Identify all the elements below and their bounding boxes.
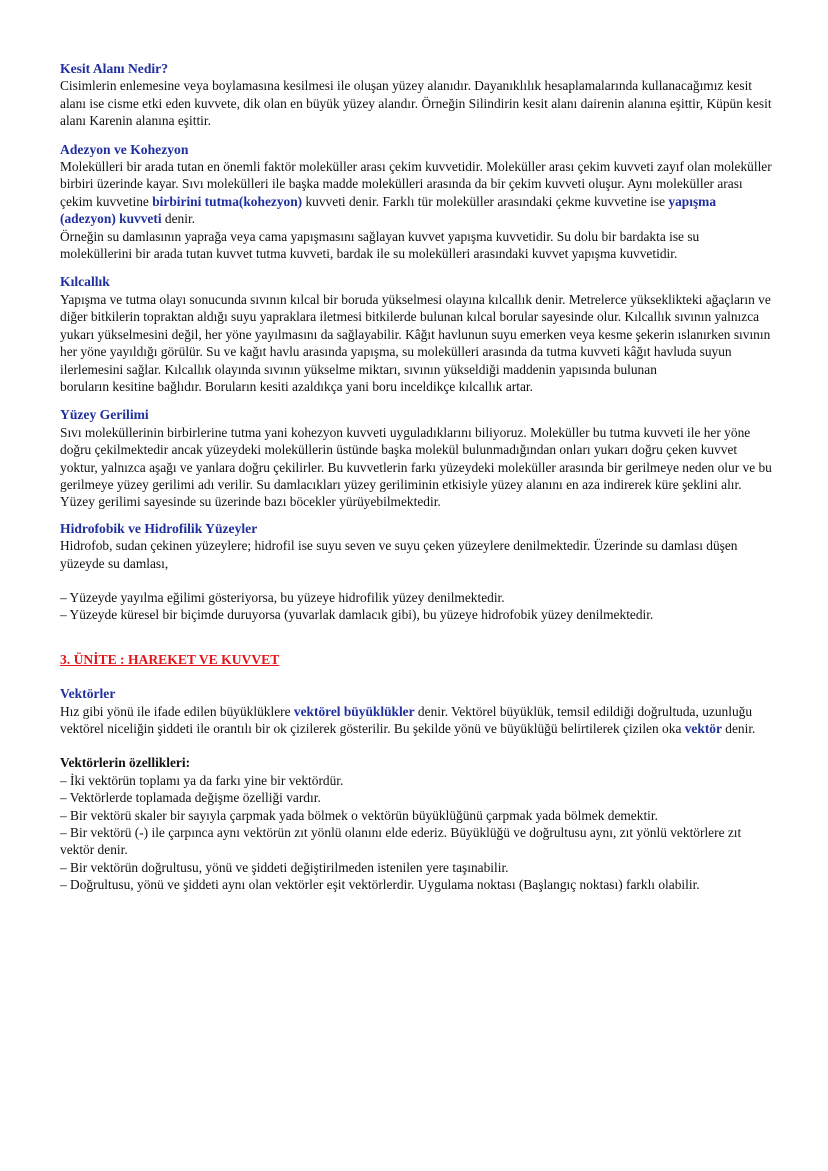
paragraph-adezyon-2: Örneğin su damlasının yaprağa veya cama yapışmasını sağlayan kuvvet yapışma kuvvetidir. Su dolu bir bardakta ise su moleküllerini bir arada tutan kuvvet tutma kuvveti, bardak ile su molekülleri arasındaki kuvvet yapışma kuvvetidir.: [60, 228, 700, 262]
text-run: denir.: [721, 721, 756, 736]
bold-term-adezyon: yapışma (adezyon) kuvveti: [60, 193, 717, 227]
text-run: Hız gibi yönü ile ifade edilen büyüklüklere: [60, 703, 294, 719]
heading-kesit-alani: Kesit Alanı Nedir?: [60, 61, 168, 76]
paragraph-vektorler: [60, 703, 772, 738]
unit-title: 3. ÜNİTE : HAREKET VE KUVVET: [60, 651, 280, 667]
heading-vektorlerin-ozellikleri: Vektörlerin özellikleri:: [60, 755, 191, 771]
heading-yuzey-gerilimi: Yüzey Gerilimi: [60, 407, 149, 423]
heading-vektorler: Vektörler: [60, 686, 116, 702]
list-item: – Doğrultusu, yönü ve şiddeti aynı olan vektörler eşit vektörlerdir. Uygulama noktası (Başlangıç noktası) farklı olabilir.: [60, 877, 700, 893]
bold-term-vektorel-buyuklukler: vektörel büyüklükler: [293, 703, 415, 719]
document-page: [60, 60, 772, 894]
list-item: – Bir vektörü (-) ile çarpınca aynı vektörün zıt yönlü olanını elde ederiz. Büyüklüğü ve doğrultusu aynı, zıt yönlü vektörlere zıt vektör denir.: [60, 825, 742, 858]
list-item: – Bir vektörü skaler bir sayıyla çarpmak yada bölmek o vektörün büyüklüğünü çarpmak yada bölmek demektir.: [60, 807, 658, 823]
text-run: Molekülleri bir arada tutan en önemli faktör moleküller arası çekim kuvvetidir. Moleküller arası çekim kuvveti zayıf olan moleküller birbiri üzerinde kayar. Sıvı molekülleri ile başka madde molekülleri arasında da bir çekim kuvveti oluşur. Aynı moleküller arası çekim kuvvetine: [60, 159, 772, 209]
paragraph-kilcallik-2: boruların kesitine bağlıdır. Boruların kesiti azaldıkça yani boru inceldikçe kılcallık artar.: [60, 378, 533, 394]
bold-term-kohezyon: birbirini tutma(kohezyon): [152, 193, 303, 209]
text-run: denir.: [161, 211, 196, 227]
list-item-hidrofilik: – Yüzeyde yayılma eğilimi gösteriyorsa, bu yüzeye hidrofilik yüzey denilmektedir.: [60, 589, 505, 605]
paragraph-kesit-alani: Cisimlerin enlemesine veya boylamasına kesilmesi ile oluşan yüzey alanıdır. Dayanıklılık hesaplamalarında kullanacağımız kesit alanı ise cisme etki eden kuvvete, dik olan en büyük yüzey alandır. Örneğin Silindirin kesit alanı dairenin alanına eşittir, Küpün kesit alanı Karenin alanına eşittir.: [60, 78, 772, 129]
text-run: denir. Vektörel büyüklük, temsil edildiği doğrultuda, uzunluğu vektörel niceliğin şiddeti ile orantılı bir ok çizilerek gösterilir. Bu şekilde yönü ve büyüklüğü belirtilerek çizilen oka: [60, 703, 753, 736]
paragraph-hidrofobik: Hidrofob, sudan çekinen yüzeylere; hidrofil ise suyu seven ve suyu çeken yüzeylere denilmektedir. Üzerinde su damlası düşen yüzeyde su damlası,: [60, 538, 738, 571]
bold-term-vektor: vektör: [684, 721, 722, 736]
paragraph-kilcallik-1: Yapışma ve tutma olayı sonucunda sıvının kılcal bir boruda yükselmesi olayına kılcallık denir. Metrelerce yükseklikteki ağaçların ve diğer bitkilerin topraktan aldığı suyu yapraklara iletmesi bitkilerde bulunan kılcal borular sayesinde olur. Kılcallık sıvının yalnızca yukarı yükselmesini değil, her yöne yayılmasını da sağlayabilir. Kâğıt havlunun suyu emerken veya kesme şekerin ıslanırken sıvının her yöne yayıldığı görülür. Su ve kağıt havlu arasında yapışma, su molekülleri arasında da tutma kuvveti kâğıt havluda suyun ilerlemesini sağlar. Kılcallık olayında sıvının yükselme miktarı, sıvının yükseldiği maddenin yapısında bulunan: [60, 291, 771, 377]
heading-kilcallik: Kılcallık: [60, 274, 110, 290]
list-item: – İki vektörün toplamı ya da farkı yine bir vektördür.: [60, 772, 344, 788]
paragraph-yuzey-gerilimi: Sıvı moleküllerinin birbirlerine tutma yani kohezyon kuvveti uyguladıklarını biliyoruz. Moleküller bu tutma kuvveti ile her yöne doğru çekilmektedir ancak yüzeydeki moleküllerin üstünde başka molekül bulunmadığından onları yukarı doğru çeken kuvvet yoktur, yalnızca aşağı ve yanlara doğru çekilirler. Bu kuvvetlerin farkı yüzeydeki moleküller arasında bir gerilmeye neden olur ve bu gerilmeye yüzey gerilimi adı verilir. Su damlacıkları yüzey geriliminin etkisiyle yüzey alanını en aza indirerek küre şeklini alır. Yüzey gerilimi sayesinde su üzerinde bazı böcekler yürüyebilmektedir.: [60, 424, 772, 510]
paragraph-adezyon-1: [60, 158, 772, 228]
list-item: – Bir vektörün doğrultusu, yönü ve şiddeti değiştirilmeden istenilen yere taşınabilir.: [60, 859, 509, 875]
heading-adezyon-kohezyon: Adezyon ve Kohezyon: [60, 141, 189, 157]
list-item-hidrofobik: – Yüzeyde küresel bir biçimde duruyorsa (yuvarlak damlacık gibi), bu yüzeye hidrofobik yüzey denilmektedir.: [60, 607, 654, 623]
text-run: kuvveti denir. Farklı tür moleküller arasındaki çekme kuvvetine ise: [302, 193, 669, 209]
list-item: – Vektörlerde toplamada değişme özelliği vardır.: [60, 790, 321, 806]
heading-hidrofobik: Hidrofobik ve Hidrofilik Yüzeyler: [60, 520, 258, 536]
